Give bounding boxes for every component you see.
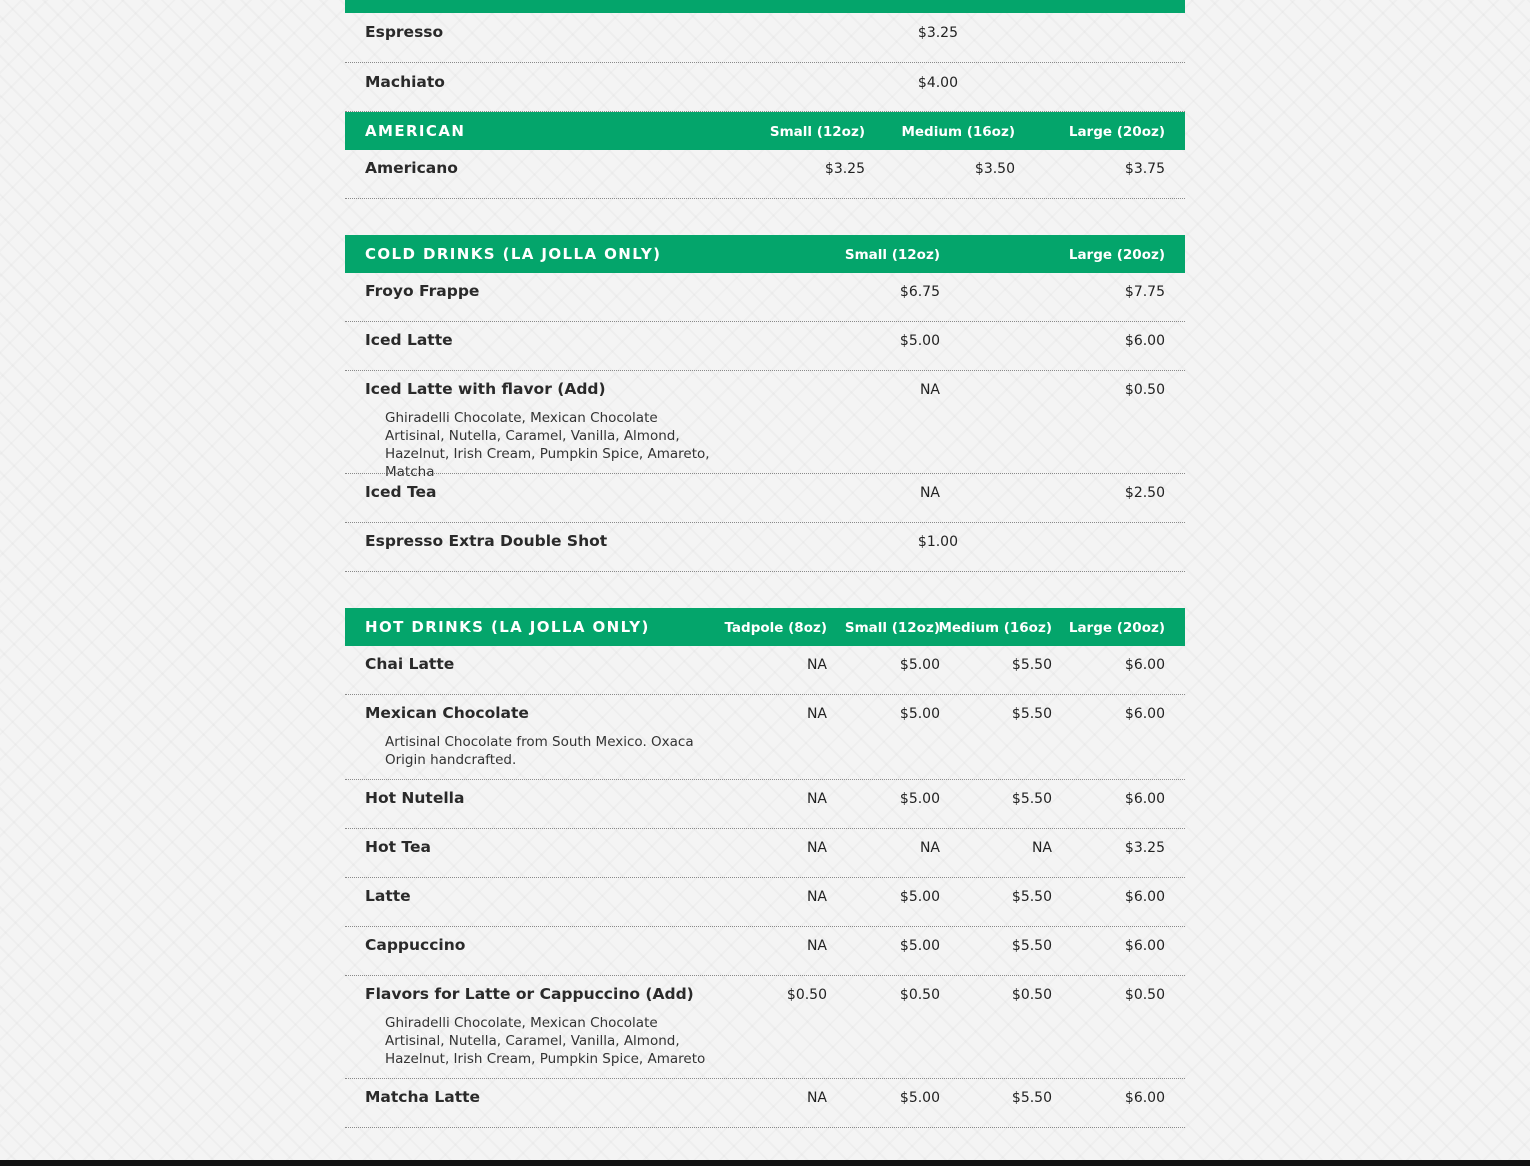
item-price-medium: $3.50: [974, 161, 1015, 177]
item-name: Americano: [365, 159, 458, 177]
section-header-american: [345, 112, 1185, 150]
item-price-tadpole: NA: [806, 840, 827, 856]
menu-row: [345, 523, 1185, 572]
item-name: Hot Nutella: [365, 789, 465, 807]
item-price-medium: $5.50: [1011, 889, 1052, 905]
col-header-small: Small (12oz): [844, 620, 940, 636]
menu-row: [345, 780, 1185, 829]
item-price-medium: $5.50: [1011, 791, 1052, 807]
menu-row: [345, 150, 1185, 199]
item-price-large: $0.50: [1124, 382, 1165, 398]
item-description: Ghiradelli Chocolate, Mexican Chocolate Artisinal, Nutella, Caramel, Vanilla, Almond, Hazelnut, Irish Cream, Pumpkin Spice, Amareto: [385, 1015, 706, 1067]
item-price-medium: NA: [1031, 840, 1052, 856]
item-price-small: NA: [919, 485, 940, 501]
menu-row: [345, 474, 1185, 523]
section-title: COLD DRINKS (LA JOLLA ONLY): [365, 245, 662, 263]
bottom-bar: [0, 1160, 1530, 1166]
item-price-small: $5.00: [899, 1090, 940, 1106]
item-price-small: $5.00: [899, 938, 940, 954]
col-header-large: Large (20oz): [1068, 247, 1165, 263]
menu-row: [345, 1079, 1185, 1128]
item-name: Espresso: [365, 23, 444, 41]
menu: [345, 0, 1185, 1128]
item-name: Matcha Latte: [365, 1088, 481, 1106]
item-price: $4.00: [917, 75, 958, 91]
item-description: Ghiradelli Chocolate, Mexican Chocolate Artisinal, Nutella, Caramel, Vanilla, Almond, Hazelnut, Irish Cream, Pumpkin Spice, Amareto, Matcha: [385, 410, 710, 480]
item-price-large: $6.00: [1124, 1090, 1165, 1106]
item-price-small: $5.00: [899, 889, 940, 905]
item-price-small: $3.25: [824, 161, 865, 177]
menu-row: [345, 646, 1185, 695]
item-price-large: $6.00: [1124, 657, 1165, 673]
menu-row: [345, 63, 1185, 112]
section-header-hot-drinks: [345, 608, 1185, 646]
menu-row: [345, 273, 1185, 322]
item-price-large: $6.00: [1124, 938, 1165, 954]
item-price-medium: $5.50: [1011, 657, 1052, 673]
item-price-small: NA: [919, 840, 940, 856]
section-title: AMERICAN: [365, 122, 466, 140]
item-name: Iced Latte with flavor (Add): [365, 380, 606, 398]
menu-row: [345, 371, 1185, 480]
item-price-tadpole: NA: [806, 889, 827, 905]
item-name: Mexican Chocolate: [365, 704, 529, 722]
item-price-large: $6.00: [1124, 791, 1165, 807]
item-name: Latte: [365, 887, 411, 905]
item-price-small: $6.75: [899, 284, 940, 300]
section-header-cold-drinks: [345, 235, 1185, 273]
item-price-small: $5.00: [899, 706, 940, 722]
item-price-large: $3.75: [1124, 161, 1165, 177]
item-price-medium: $5.50: [1011, 1090, 1052, 1106]
col-header-small: Small (12oz): [769, 124, 865, 140]
col-header-tadpole: Tadpole (8oz): [724, 620, 827, 636]
item-price-large: $6.00: [1124, 706, 1165, 722]
item-price-medium: $5.50: [1011, 938, 1052, 954]
item-price-small: $5.00: [899, 791, 940, 807]
item-name: Hot Tea: [365, 838, 431, 856]
menu-row: [345, 829, 1185, 878]
col-header-medium: Medium (16oz): [938, 620, 1052, 636]
section-header-espresso: [345, 0, 1185, 13]
item-name: Chai Latte: [365, 655, 455, 673]
col-header-large: Large (20oz): [1068, 124, 1165, 140]
item-price-large: $7.75: [1124, 284, 1165, 300]
item-price-medium: $0.50: [1011, 987, 1052, 1003]
item-price: $3.25: [917, 25, 958, 41]
menu-row: [345, 13, 1185, 63]
item-name: Machiato: [365, 73, 445, 91]
menu-row: [345, 322, 1185, 371]
item-price-small: $5.00: [899, 333, 940, 349]
menu-row: [345, 878, 1185, 927]
item-name: Iced Latte: [365, 331, 453, 349]
menu-row: [345, 976, 1185, 1079]
item-price-large: $3.25: [1124, 840, 1165, 856]
item-price-large: $2.50: [1124, 485, 1165, 501]
item-price-medium: $5.50: [1011, 706, 1052, 722]
item-price-tadpole: NA: [806, 657, 827, 673]
item-price-tadpole: $0.50: [786, 987, 827, 1003]
item-price-large: $6.00: [1124, 333, 1165, 349]
col-header-large: Large (20oz): [1068, 620, 1165, 636]
item-price-tadpole: NA: [806, 791, 827, 807]
item-name: Iced Tea: [365, 483, 437, 501]
menu-row: [345, 695, 1185, 780]
item-price-tadpole: NA: [806, 1090, 827, 1106]
item-price-large: $6.00: [1124, 889, 1165, 905]
item-name: Cappuccino: [365, 936, 466, 954]
item-price-small: $5.00: [899, 657, 940, 673]
menu-row: [345, 927, 1185, 976]
item-name: Froyo Frappe: [365, 282, 480, 300]
item-name: Flavors for Latte or Cappuccino (Add): [365, 985, 694, 1003]
item-price-small: $0.50: [899, 987, 940, 1003]
col-header-medium: Medium (16oz): [901, 124, 1015, 140]
section-title: HOT DRINKS (LA JOLLA ONLY): [365, 618, 650, 636]
item-price-large: $0.50: [1124, 987, 1165, 1003]
item-price-small: NA: [919, 382, 940, 398]
item-price: $1.00: [917, 534, 958, 550]
item-price-tadpole: NA: [806, 938, 827, 954]
item-description: Artisinal Chocolate from South Mexico. Oxaca Origin handcrafted.: [385, 734, 694, 768]
item-name: Espresso Extra Double Shot: [365, 532, 608, 550]
item-price-tadpole: NA: [806, 706, 827, 722]
col-header-small: Small (12oz): [844, 247, 940, 263]
